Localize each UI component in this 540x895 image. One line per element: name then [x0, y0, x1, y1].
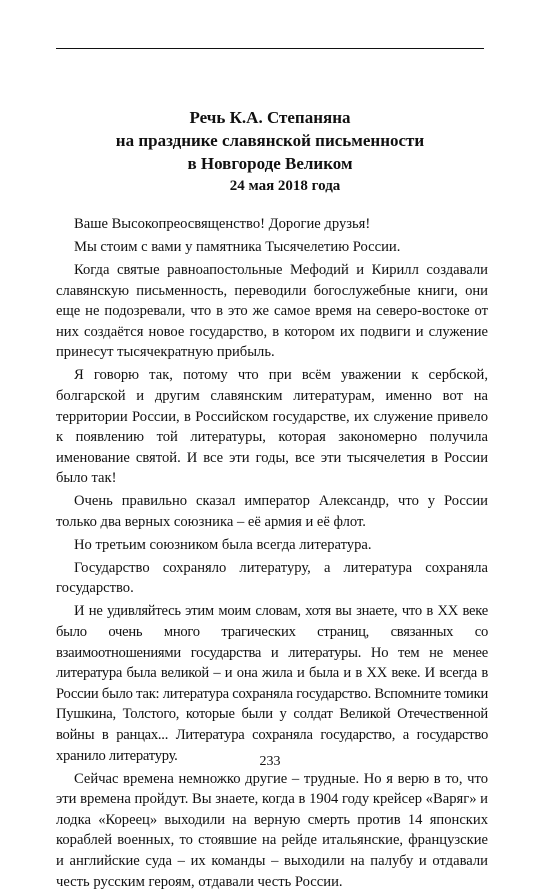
- speech-title: [56, 106, 484, 197]
- paragraph-8: И не удивляйтесь этим моим словам, хотя вы знаете, что в XX веке было очень много трагических страниц, связанных со взаимоотношениями государства и литературы. Но тем не менее литература была великой – и она жила и была и в XX веке. И всегда в России было так: литература сохраняла государство. Вспомните томики Пушкина, Толстого, которые были у солдат Великой Отечественной войны в ранцах... Литература сохраняла государство, а государство хранило литературу.: [56, 603, 488, 764]
- paragraph-3: Когда святые равноапостольные Мефодий и Кирилл создавали славянскую письменность, переводили богослужебные книги, они еще не подозревали, что в это же самое время на северо-востоке от них создаётся новое государство, в котором их подвиги и служение принесут тысячекратную прибыль.: [56, 261, 488, 361]
- speech-body: [56, 214, 488, 895]
- title-line-1: Речь К.А. Степаняна: [189, 108, 351, 127]
- speech-date: 24 мая 2018 года: [229, 178, 341, 194]
- paragraph-5: Очень правильно сказал император Александр, что у России только два верных союзника – её армия и её флот.: [56, 493, 488, 530]
- title-line-3: в Новгороде Великом: [187, 154, 353, 173]
- paragraph-1: Ваше Высокопреосвященство! Дорогие друзья!: [74, 216, 371, 232]
- page-number: 233: [259, 754, 281, 769]
- paragraph-4: Я говорю так, потому что при всём уважении к сербской, болгарской и другим славянским литературам, именно вот на территории России, в Российском государстве, их служение привело к появлению той литературы, которая закономерно получила именование святой. И все эти годы, все эти тысячелетия в России было так!: [56, 367, 488, 487]
- paragraph-2: Мы стоим с вами у памятника Тысячелетию России.: [74, 238, 401, 255]
- paragraph-7: Государство сохраняло литературу, а литература сохраняла государство.: [56, 559, 488, 597]
- title-line-2: на празднике славянской письменности: [115, 131, 425, 150]
- paragraph-6: Но третьим союзником была всегда литература.: [74, 536, 372, 553]
- header-rule: [56, 48, 484, 49]
- paragraph-9: Сейчас времена немножко другие – трудные. Но я верю в то, что эти времена пройдут. Вы знаете, когда в 1904 году крейсер «Варяг» и лодка «Кореец» выходили на верную смерть против 14 японских кораблей военных, то стоявшие на рейде итальянские, французские и английские суда – их команды – выходили на палубу и отдавали честь русским героям, отдавали честь России.: [56, 770, 488, 890]
